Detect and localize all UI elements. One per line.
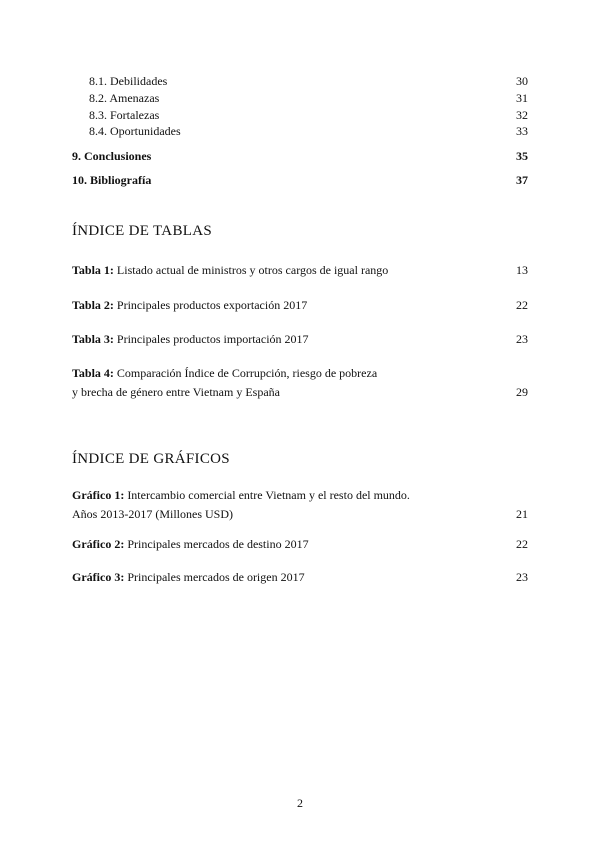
entry-text: Comparación Índice de Corrupción, riesgo de pobreza: [116, 366, 378, 380]
chart-index-entry-1[interactable]: [72, 486, 528, 524]
toc-entry-label: 8.1. Debilidades: [89, 74, 168, 88]
toc-entry-page: 35: [516, 149, 528, 163]
chart-index-entry-3[interactable]: [72, 568, 528, 587]
entry-page: 22: [516, 298, 528, 312]
entry-page: 21: [516, 507, 528, 521]
table-index-entry-3[interactable]: [72, 330, 528, 349]
toc-entry-page: 32: [516, 108, 528, 122]
chart-index-entry-2[interactable]: [72, 535, 528, 554]
entry-text: Principales productos exportación 2017: [116, 298, 308, 312]
toc-entry-page: 33: [516, 124, 528, 138]
entry-text: Listado actual de ministros y otros cargos de igual rango: [116, 263, 389, 277]
entry-page: 13: [516, 263, 528, 277]
toc-entry-label: 8.2. Amenazas: [89, 91, 160, 105]
entry-page: 23: [516, 332, 528, 346]
entry-prefix: Tabla 4:: [72, 366, 114, 380]
toc-entry-label: 10. Bibliografía: [72, 173, 152, 187]
entry-text: Principales productos importación 2017: [116, 332, 309, 346]
entry-prefix: Gráfico 2:: [72, 537, 125, 551]
toc-entry-page: 37: [516, 173, 528, 187]
entry-prefix: Gráfico 3:: [72, 570, 125, 584]
entry-page: 29: [516, 385, 528, 399]
entry-text-line2: y brecha de género entre Vietnam y España: [72, 385, 280, 399]
toc-entry-label: 9. Conclusiones: [72, 149, 152, 163]
entry-page: 22: [516, 537, 528, 551]
charts-index-title: ÍNDICE DE GRÁFICOS: [72, 451, 230, 467]
tables-index-title: ÍNDICE DE TABLAS: [72, 223, 212, 239]
table-index-entry-2[interactable]: [72, 296, 528, 315]
entry-text: Intercambio comercial entre Vietnam y el resto del mundo.: [127, 488, 410, 502]
entry-text: Principales mercados de origen 2017: [127, 570, 305, 584]
table-index-entry-1[interactable]: [72, 261, 528, 280]
table-index-entry-4[interactable]: [72, 364, 528, 402]
entry-text: Principales mercados de destino 2017: [127, 537, 309, 551]
entry-prefix: Gráfico 1:: [72, 488, 125, 502]
toc-entry-label: 8.4. Oportunidades: [89, 124, 181, 138]
entry-prefix: Tabla 3:: [72, 332, 114, 346]
toc-entry-page: 30: [516, 74, 528, 88]
entry-text-line2: Años 2013-2017 (Millones USD): [72, 507, 233, 521]
entry-prefix: Tabla 1:: [72, 263, 114, 277]
page-number: 2: [297, 796, 303, 810]
entry-prefix: Tabla 2:: [72, 298, 114, 312]
entry-page: 23: [516, 570, 528, 584]
toc-entry-label: 8.3. Fortalezas: [89, 108, 160, 122]
toc-entry-page: 31: [516, 91, 528, 105]
